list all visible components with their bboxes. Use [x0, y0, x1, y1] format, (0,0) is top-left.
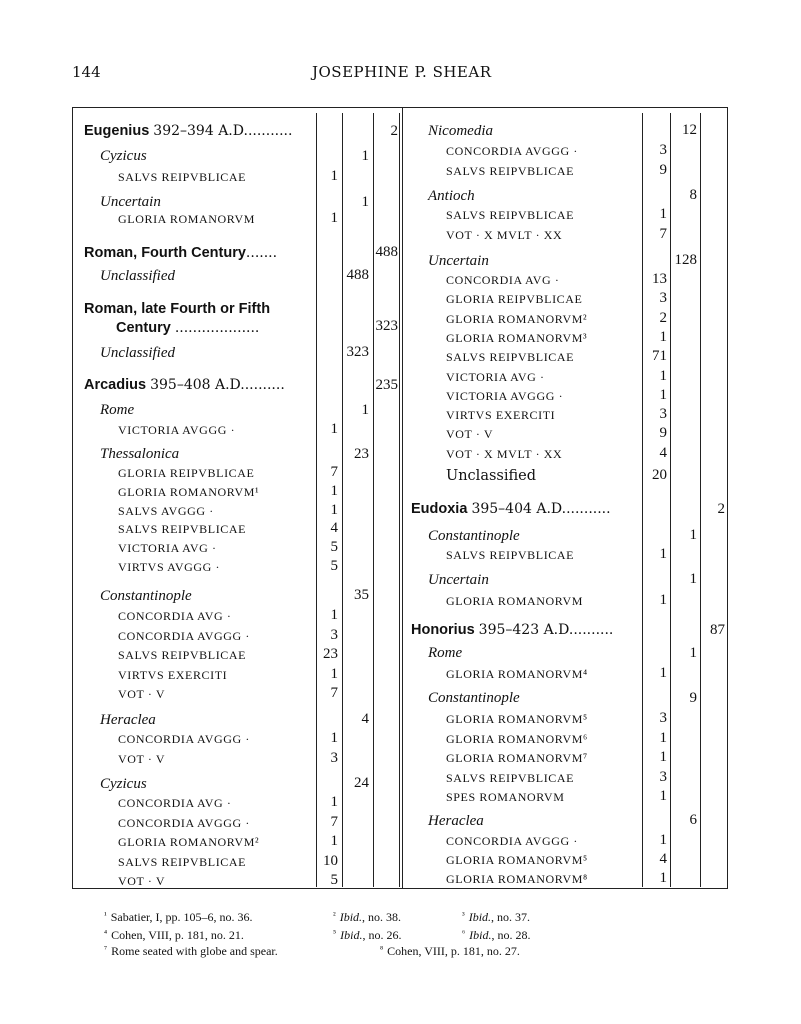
mint-name: Rome — [428, 645, 463, 661]
coin-row-count: 1 — [330, 168, 338, 184]
mint-count: 128 — [674, 252, 697, 268]
footnote — [333, 928, 401, 943]
coin-row-legend: CONCORDIA AVGGG · — [118, 628, 250, 643]
mint-count: 4 — [361, 711, 369, 727]
coin-row-count: 9 — [659, 425, 667, 442]
footnote-text: , no. 26. — [362, 928, 402, 942]
ruler-total: 2 — [717, 501, 725, 517]
ruler-arcadius — [84, 377, 285, 393]
mint-name: Cyzicus — [100, 776, 147, 792]
coin-row-legend: VIRTVS EXERCITI — [446, 408, 556, 423]
mint-name: Heraclea — [428, 813, 484, 829]
coin-row-legend: CONCORDIA AVG · — [446, 273, 560, 287]
mint-count: 12 — [682, 122, 697, 138]
coin-row-legend: SALVS REIPVBLICAE — [118, 170, 247, 184]
page-number: 144 — [72, 63, 101, 81]
coin-row-legend: VICTORIA AVGGG · — [446, 388, 564, 403]
ruler-eudoxia — [411, 501, 611, 517]
ruler-roman-fourth-name: Roman, Fourth Century — [84, 245, 246, 261]
mint-count: 6 — [689, 812, 697, 828]
coin-row-legend: GLORIA REIPVBLICAE — [446, 292, 583, 307]
coin-row-legend: GLORIA ROMANORVM — [446, 594, 583, 608]
mint-name: Uncertain — [100, 194, 161, 210]
coin-row-count: 3 — [659, 768, 667, 785]
unclassified-label: Unclassified — [446, 468, 537, 484]
coin-row-count: 1 — [659, 665, 667, 681]
mint-name: Uncertain — [428, 253, 489, 269]
footnote-mark: ⁴ — [104, 928, 108, 938]
coin-row-legend: GLORIA ROMANORVM⁵ — [446, 712, 588, 726]
coin-row-count: 2 — [659, 309, 667, 326]
ruler-roman-late-line1: Roman, late Fourth or Fifth — [84, 301, 271, 317]
mint-count: 1 — [361, 402, 369, 418]
coin-row-count: 1 — [659, 788, 667, 804]
mint-count: 1 — [361, 194, 369, 210]
left-count-rule-3 — [399, 113, 400, 887]
coin-row-count: 13 — [652, 271, 667, 287]
coin-row-legend: SALVS REIPVBLICAE — [446, 548, 575, 562]
footnote-text: , no. 37. — [491, 910, 531, 924]
coin-row-count: 1 — [330, 482, 338, 499]
mint-name: Nicomedia — [428, 123, 493, 139]
coin-row-count: 7 — [330, 685, 338, 701]
coin-row-legend: CONCORDIA AVG · — [118, 609, 232, 623]
coin-row-count: 1 — [330, 210, 338, 226]
footnote — [380, 944, 520, 959]
ruler-total: 87 — [710, 622, 725, 638]
coin-row-legend: CONCORDIA AVGGG · — [118, 815, 250, 830]
coin-row-count: 1 — [330, 730, 338, 746]
mint-name: Cyzicus — [100, 148, 147, 164]
coin-row-count: 1 — [330, 607, 338, 623]
coin-row-legend: GLORIA ROMANORVM⁴ — [446, 667, 588, 681]
ruler-eugenius — [84, 123, 292, 139]
mint-count: 488 — [346, 267, 369, 283]
footnote-mark: ⁸ — [380, 944, 384, 954]
mint-count: 323 — [346, 344, 369, 360]
coin-row-legend: VIRTVS EXERCITI — [118, 667, 228, 682]
ruler-arcadius-name: Arcadius — [84, 377, 147, 393]
coin-row-legend: CONCORDIA AVGGG · — [446, 834, 578, 848]
coin-row-legend: CONCORDIA AVGGG · — [446, 144, 578, 158]
footnote-mark: ⁶ — [462, 928, 466, 938]
coin-row-legend: GLORIA ROMANORVM⁵ — [446, 853, 588, 867]
footnote-ibid: Ibid. — [340, 928, 363, 942]
ruler-arcadius-dates: 395–408 A.D. — [150, 377, 245, 393]
coin-row-legend: SALVS REIPVBLICAE — [446, 350, 575, 365]
coin-row-count: 4 — [659, 851, 667, 867]
coin-row-legend: VICTORIA AVG · — [446, 369, 545, 384]
mint-count: 1 — [689, 645, 697, 661]
coin-row-legend: VOT · V — [118, 687, 166, 701]
coin-row-legend: GLORIA ROMANORVM⁷ — [446, 751, 588, 765]
coin-row-legend: VICTORIA AVG · — [118, 541, 217, 556]
mint-name: Rome — [100, 402, 135, 418]
mint-name: Constantinople — [428, 528, 520, 544]
footnote — [462, 928, 530, 943]
ruler-total: 235 — [375, 377, 398, 393]
left-count-rule-2 — [373, 113, 374, 887]
coin-row-count: 7 — [659, 226, 667, 242]
mint-count: 9 — [689, 690, 697, 706]
coin-row-legend: SALVS REIPVBLICAE — [446, 164, 575, 178]
mint-count: 1 — [689, 527, 697, 543]
footnote-text: Rome seated with globe and spear. — [111, 944, 278, 958]
ruler-eugenius-leaders: .......... — [247, 123, 293, 139]
coin-row-count: 1 — [659, 729, 667, 746]
coin-row-legend: VOT · X MVLT · XX — [446, 228, 563, 242]
ruler-total: 323 — [375, 318, 398, 334]
column-divider — [402, 107, 403, 889]
coin-row-count: 3 — [330, 750, 338, 766]
footnote-text: Sabatier, I, pp. 105–6, no. 36. — [110, 910, 253, 924]
mint-name: Constantinople — [428, 690, 520, 706]
coin-row-count: 1 — [659, 749, 667, 765]
coin-row-count: 4 — [330, 520, 338, 537]
coin-row-count: 1 — [330, 501, 338, 518]
coin-row-legend: GLORIA REIPVBLICAE — [118, 466, 255, 480]
coin-count: 20 — [652, 467, 667, 483]
unclassified-label: Unclassified — [100, 345, 175, 361]
coin-row-count: 1 — [659, 870, 667, 886]
coin-row-count: 1 — [659, 832, 667, 848]
coin-row-count: 1 — [659, 592, 667, 608]
coin-row-count: 7 — [330, 464, 338, 480]
footnote — [104, 928, 244, 943]
coin-row-legend: GLORIA ROMANORVM⁸ — [446, 872, 588, 886]
coin-row-count: 3 — [330, 626, 338, 643]
ruler-total: 2 — [390, 123, 398, 139]
coin-row-count: 3 — [659, 406, 667, 423]
footnote-mark: ⁵ — [333, 928, 337, 938]
coin-row-count: 5 — [330, 872, 338, 888]
footnote-mark: ³ — [462, 910, 465, 920]
coin-row-count: 1 — [659, 386, 667, 403]
footnote-ibid: Ibid. — [339, 910, 363, 924]
coin-row-count: 5 — [330, 558, 338, 574]
coin-row-legend: VOT · V — [118, 874, 166, 888]
coin-row-count: 1 — [330, 421, 338, 437]
coin-row-legend: GLORIA ROMANORVM — [118, 212, 255, 226]
coin-row-legend: VIRTVS AVGGG · — [118, 560, 221, 574]
ruler-eudoxia-dates: 395–404 A.D. — [471, 501, 567, 517]
ruler-roman-fourth — [84, 245, 277, 261]
ruler-honorius-leaders: ......... — [573, 622, 614, 638]
mint-name: Uncertain — [428, 572, 489, 588]
coin-row-count: 1 — [659, 546, 667, 562]
footnote-ibid: Ibid. — [469, 928, 492, 942]
footnote-ibid: Ibid. — [468, 910, 492, 924]
ruler-eudoxia-name: Eudoxia — [411, 501, 468, 517]
coin-row-legend: GLORIA ROMANORVM¹ — [118, 484, 260, 499]
mint-count: 1 — [689, 571, 697, 587]
coin-row-legend: SPES ROMANORVM — [446, 790, 565, 804]
coin-row-count: 1 — [330, 833, 338, 849]
coin-row-legend: VOT · X MVLT · XX — [446, 446, 563, 461]
table-top-rule — [72, 107, 728, 108]
ruler-total: 488 — [375, 244, 398, 260]
table-right-rule — [727, 107, 728, 889]
table-bottom-rule — [72, 888, 728, 889]
right-count-rule-2 — [700, 113, 701, 887]
coin-row-legend: CONCORDIA AVG · — [118, 796, 232, 810]
mint-name: Antioch — [428, 188, 475, 204]
mint-name: Thessalonica — [100, 446, 180, 462]
coin-row-count: 23 — [323, 646, 338, 662]
coin-row-legend: GLORIA ROMANORVM³ — [446, 330, 588, 345]
ruler-roman-fourth-leaders: ....... — [245, 245, 278, 261]
left-count-rule-1 — [342, 113, 343, 887]
coin-row-count: 1 — [659, 206, 667, 222]
footnote-text: , no. 38. — [362, 910, 402, 924]
ruler-arcadius-leaders: ......... — [244, 377, 285, 393]
footnote-text: , no. 28. — [491, 928, 531, 942]
right-count-rule-1 — [670, 113, 671, 887]
coin-row-legend: VOT · V — [446, 427, 494, 442]
coin-row-count: 5 — [330, 539, 338, 556]
coin-row-count: 7 — [330, 813, 338, 830]
mint-count: 24 — [354, 775, 369, 791]
coin-row-count: 1 — [659, 328, 667, 345]
table-left-rule — [72, 107, 73, 889]
mint-count: 1 — [361, 148, 369, 164]
footnote — [104, 910, 253, 925]
mint-name: Constantinople — [100, 588, 192, 604]
coin-row-count: 4 — [659, 444, 667, 461]
coin-row-count: 1 — [330, 794, 338, 810]
ruler-eugenius-name: Eugenius — [84, 123, 150, 139]
coin-row-count: 3 — [659, 142, 667, 158]
coin-row-legend: CONCORDIA AVGGG · — [118, 732, 250, 746]
coin-row-count: 71 — [652, 348, 667, 365]
footnote-mark: ⁷ — [104, 944, 108, 954]
footnote — [333, 910, 401, 925]
footnote — [462, 910, 530, 925]
coin-row-count: 10 — [323, 852, 338, 869]
mint-count: 8 — [689, 187, 697, 203]
coin-row-legend: SALVS REIPVBLICAE — [446, 208, 575, 222]
ruler-honorius — [411, 622, 613, 638]
coin-row-legend: GLORIA ROMANORVM² — [118, 835, 260, 849]
mint-count: 35 — [354, 587, 369, 603]
coin-row-legend: SALVS AVGGG · — [118, 503, 214, 518]
mint-name: Heraclea — [100, 712, 156, 728]
footnote-mark: ² — [333, 910, 336, 920]
ruler-eugenius-dates: 392–394 A.D. — [153, 123, 248, 139]
coin-row-legend: VICTORIA AVGGG · — [118, 423, 236, 437]
footnote-text: Cohen, VIII, p. 181, no. 27. — [387, 944, 520, 958]
coin-row-count: 1 — [330, 665, 338, 682]
footnote-mark: ¹ — [104, 910, 107, 920]
coin-row-count: 1 — [659, 367, 667, 384]
ruler-eudoxia-leaders: .......... — [566, 501, 611, 517]
ruler-roman-late-line2 — [116, 320, 259, 336]
coin-row-legend: SALVS REIPVBLICAE — [118, 648, 247, 662]
left-count-rule-0 — [316, 113, 317, 887]
coin-row-legend: GLORIA ROMANORVM² — [446, 311, 588, 326]
coin-row-legend: VOT · V — [118, 752, 166, 766]
unclassified-label: Unclassified — [100, 268, 175, 284]
footnote-text: Cohen, VIII, p. 181, no. 21. — [111, 928, 244, 942]
ruler-honorius-dates: 395–423 A.D. — [478, 622, 574, 638]
coin-row-count: 3 — [659, 710, 667, 726]
ruler-roman-late-leaders: ................... — [174, 320, 260, 336]
coin-row-count: 9 — [659, 162, 667, 178]
coin-row-legend: SALVS REIPVBLICAE — [118, 522, 247, 537]
coin-row-count: 3 — [659, 290, 667, 307]
coin-row-legend: GLORIA ROMANORVM⁶ — [446, 731, 588, 746]
coin-row-legend: SALVS REIPVBLICAE — [446, 770, 575, 785]
ruler-roman-late-name: Century — [116, 320, 171, 336]
coin-row-legend: SALVS REIPVBLICAE — [118, 854, 247, 869]
mint-count: 23 — [354, 446, 369, 462]
footnote — [104, 944, 278, 959]
running-head: JOSEPHINE P. SHEAR — [312, 63, 492, 81]
ruler-honorius-name: Honorius — [411, 622, 475, 638]
